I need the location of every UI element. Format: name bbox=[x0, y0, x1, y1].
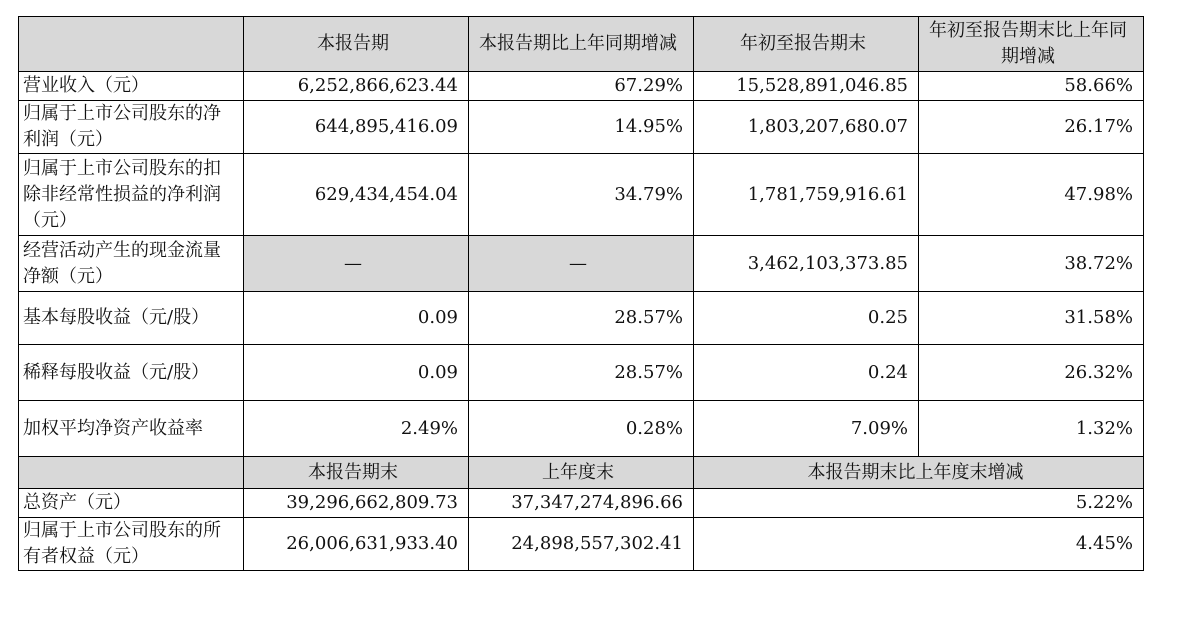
table-row bbox=[19, 345, 1144, 401]
current-change-value: 67.29% bbox=[469, 72, 694, 101]
period-end-value: 39,296,662,809.73 bbox=[244, 489, 469, 518]
table-row bbox=[19, 518, 1144, 571]
ytd-change-value: 58.66% bbox=[919, 72, 1144, 101]
balance-header-row bbox=[19, 457, 1144, 489]
row-label: 总资产（元） bbox=[19, 489, 244, 518]
current-change-value: 34.79% bbox=[469, 154, 694, 236]
ytd-value: 0.24 bbox=[694, 345, 919, 401]
ytd-value: 7.09% bbox=[694, 401, 919, 457]
change-value: 4.45% bbox=[694, 518, 1144, 571]
current-change-value: 28.57% bbox=[469, 345, 694, 401]
row-label: 稀释每股收益（元/股） bbox=[19, 345, 244, 401]
period-end-value: 26,006,631,933.40 bbox=[244, 518, 469, 571]
ytd-value: 15,528,891,046.85 bbox=[694, 72, 919, 101]
current-change-value: 28.57% bbox=[469, 292, 694, 345]
balance-header-corner-cell bbox=[19, 457, 244, 489]
header-ytd-change: 年初至报告期末比上年同期增减 bbox=[919, 17, 1144, 72]
ytd-change-value: 47.98% bbox=[919, 154, 1144, 236]
row-label: 营业收入（元） bbox=[19, 72, 244, 101]
table-row bbox=[19, 236, 1144, 292]
row-label: 经营活动产生的现金流量净额（元） bbox=[19, 236, 244, 292]
header-current-period-change: 本报告期比上年同期增减 bbox=[469, 17, 694, 72]
ytd-value: 1,803,207,680.07 bbox=[694, 101, 919, 154]
table-row bbox=[19, 292, 1144, 345]
current-change-value: 0.28% bbox=[469, 401, 694, 457]
ytd-change-value: 31.58% bbox=[919, 292, 1144, 345]
row-label: 加权平均净资产收益率 bbox=[19, 401, 244, 457]
ytd-value: 1,781,759,916.61 bbox=[694, 154, 919, 236]
change-value: 5.22% bbox=[694, 489, 1144, 518]
current-value: 2.49% bbox=[244, 401, 469, 457]
current-value: 0.09 bbox=[244, 345, 469, 401]
table-header-row bbox=[19, 17, 1144, 72]
header-corner-cell bbox=[19, 17, 244, 72]
current-value: 0.09 bbox=[244, 292, 469, 345]
row-label: 归属于上市公司股东的净利润（元） bbox=[19, 101, 244, 154]
table-row bbox=[19, 489, 1144, 518]
current-value: 6,252,866,623.44 bbox=[244, 72, 469, 101]
ytd-change-value: 38.72% bbox=[919, 236, 1144, 292]
header-period-end: 本报告期末 bbox=[244, 457, 469, 489]
ytd-value: 3,462,103,373.85 bbox=[694, 236, 919, 292]
row-label: 归属于上市公司股东的扣除非经常性损益的净利润（元） bbox=[19, 154, 244, 236]
current-value: 644,895,416.09 bbox=[244, 101, 469, 154]
current-value: 629,434,454.04 bbox=[244, 154, 469, 236]
header-period-end-change: 本报告期末比上年度末增减 bbox=[694, 457, 1144, 489]
table-row bbox=[19, 101, 1144, 154]
prior-year-end-value: 24,898,557,302.41 bbox=[469, 518, 694, 571]
current-change-value: 14.95% bbox=[469, 101, 694, 154]
ytd-value: 0.25 bbox=[694, 292, 919, 345]
header-prior-year-end: 上年度末 bbox=[469, 457, 694, 489]
financial-summary-table bbox=[18, 16, 1144, 571]
ytd-change-value: 26.17% bbox=[919, 101, 1144, 154]
table-row bbox=[19, 72, 1144, 101]
current-change-value: — bbox=[469, 236, 694, 292]
header-current-period: 本报告期 bbox=[244, 17, 469, 72]
row-label: 基本每股收益（元/股） bbox=[19, 292, 244, 345]
ytd-change-value: 26.32% bbox=[919, 345, 1144, 401]
prior-year-end-value: 37,347,274,896.66 bbox=[469, 489, 694, 518]
row-label: 归属于上市公司股东的所有者权益（元） bbox=[19, 518, 244, 571]
table-row bbox=[19, 154, 1144, 236]
table-row bbox=[19, 401, 1144, 457]
ytd-change-value: 1.32% bbox=[919, 401, 1144, 457]
header-ytd: 年初至报告期末 bbox=[694, 17, 919, 72]
current-value: — bbox=[244, 236, 469, 292]
